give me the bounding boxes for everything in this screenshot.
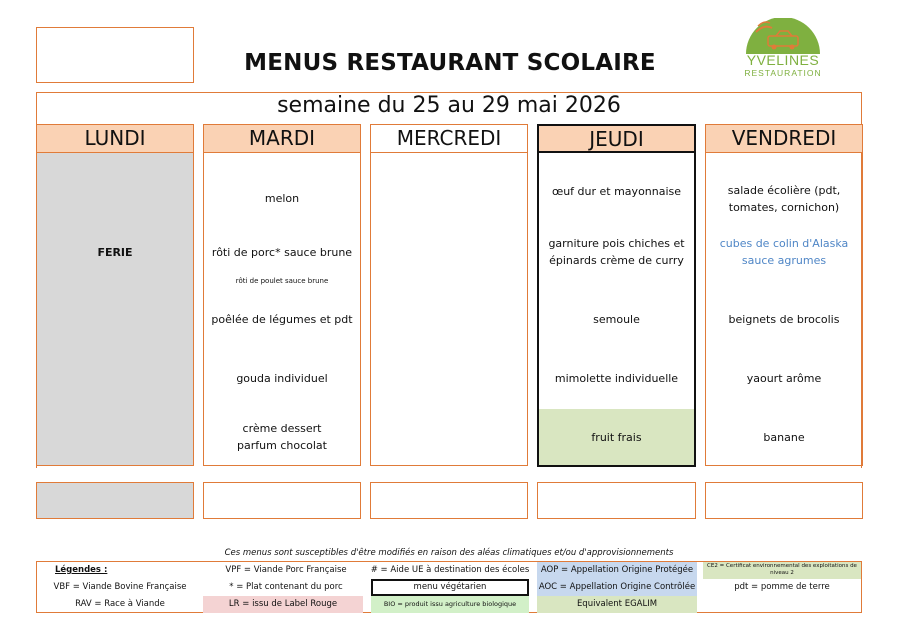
day-header-vendredi: VENDREDI: [705, 124, 863, 153]
school-info-box: [36, 27, 194, 83]
legend-lr: LR = issu de Label Rouge: [203, 596, 363, 613]
column-jeudi: [537, 153, 696, 467]
legend-pdt: pdt = pomme de terre: [734, 582, 830, 592]
legend-rav: RAV = Race à Viande: [75, 599, 165, 609]
legend-plat-porc: * = Plat contenant du porc: [229, 582, 343, 592]
mardi-entree: melon: [264, 192, 300, 205]
mardi-plat: rôti de porc* sauce brune: [211, 246, 353, 259]
vendredi-plat: cubes de colin d'Alaska sauce agrumes: [719, 237, 849, 267]
day-header-mardi: MARDI: [203, 124, 361, 153]
day-header-lundi: LUNDI: [36, 124, 194, 153]
jeudi-entree: œuf dur et mayonnaise: [551, 185, 682, 198]
legend-aide-ue: # = Aide UE à destination des écoles: [370, 565, 530, 575]
snack-cell-lundi: [36, 482, 194, 519]
day-header-jeudi: JEUDI: [537, 124, 696, 153]
holiday-label: FERIE: [97, 246, 133, 259]
jeudi-laitage: mimolette individuelle: [554, 372, 679, 385]
logo-text: YVELINES: [746, 52, 820, 68]
jeudi-garniture: semoule: [593, 313, 640, 326]
legend-aoc: AOC = Appellation Origine Contrôlée: [537, 579, 697, 596]
legend-vegetarien: menu végétarien: [371, 579, 529, 596]
mardi-dessert: crème dessert parfum chocolat: [237, 422, 327, 452]
column-vendredi: [705, 153, 863, 466]
snack-cell-jeudi: [537, 482, 696, 519]
vendredi-entree: salade écolière (pdt, tomates, cornichon): [727, 184, 841, 214]
day-header-mercredi: MERCREDI: [370, 124, 528, 153]
legend: [36, 561, 862, 613]
column-lundi: [36, 153, 194, 466]
week-title: semaine du 25 au 29 mai 2026: [277, 93, 621, 118]
snack-cell-vendredi: [705, 482, 863, 519]
jeudi-plat: garniture pois chiches et épinards crème de curry: [548, 237, 685, 267]
legend-vpf: VPF = Viande Porc Française: [225, 565, 347, 575]
mardi-laitage: gouda individuel: [236, 372, 328, 385]
legend-title: Légendes :: [55, 565, 108, 575]
legend-bio: BIO = produit issu agriculture biologique: [371, 596, 529, 613]
vendredi-laitage: yaourt arôme: [746, 372, 822, 385]
page-title: MENUS RESTAURANT SCOLAIRE: [244, 50, 656, 76]
logo-subtext: RESTAURATION: [744, 68, 822, 78]
vendredi-garniture: beignets de brocolis: [728, 313, 840, 326]
jeudi-dessert: fruit frais: [591, 431, 642, 444]
snack-cell-mardi: [203, 482, 361, 519]
legend-ce2: CE2 = Certificat environnemental des exploitations de niveau 2: [703, 562, 861, 579]
mardi-plat-alternative: rôti de poulet sauce brune: [235, 277, 329, 285]
column-mardi: [203, 153, 361, 466]
legend-aop: AOP = Appellation Origine Protégée: [537, 562, 697, 579]
snack-cell-mercredi: [370, 482, 528, 519]
mardi-garniture: poêlée de légumes et pdt: [211, 313, 353, 326]
legend-vbf: VBF = Viande Bovine Française: [53, 582, 187, 592]
vendredi-dessert: banane: [763, 431, 805, 444]
yvelines-logo: [728, 18, 838, 84]
column-mercredi: [370, 153, 528, 466]
disclaimer: Ces menus sont susceptibles d'être modifiés en raison des aléas climatiques et/ou d'approvisionnements: [224, 548, 674, 558]
legend-egalim: Equivalent EGALIM: [537, 596, 697, 613]
